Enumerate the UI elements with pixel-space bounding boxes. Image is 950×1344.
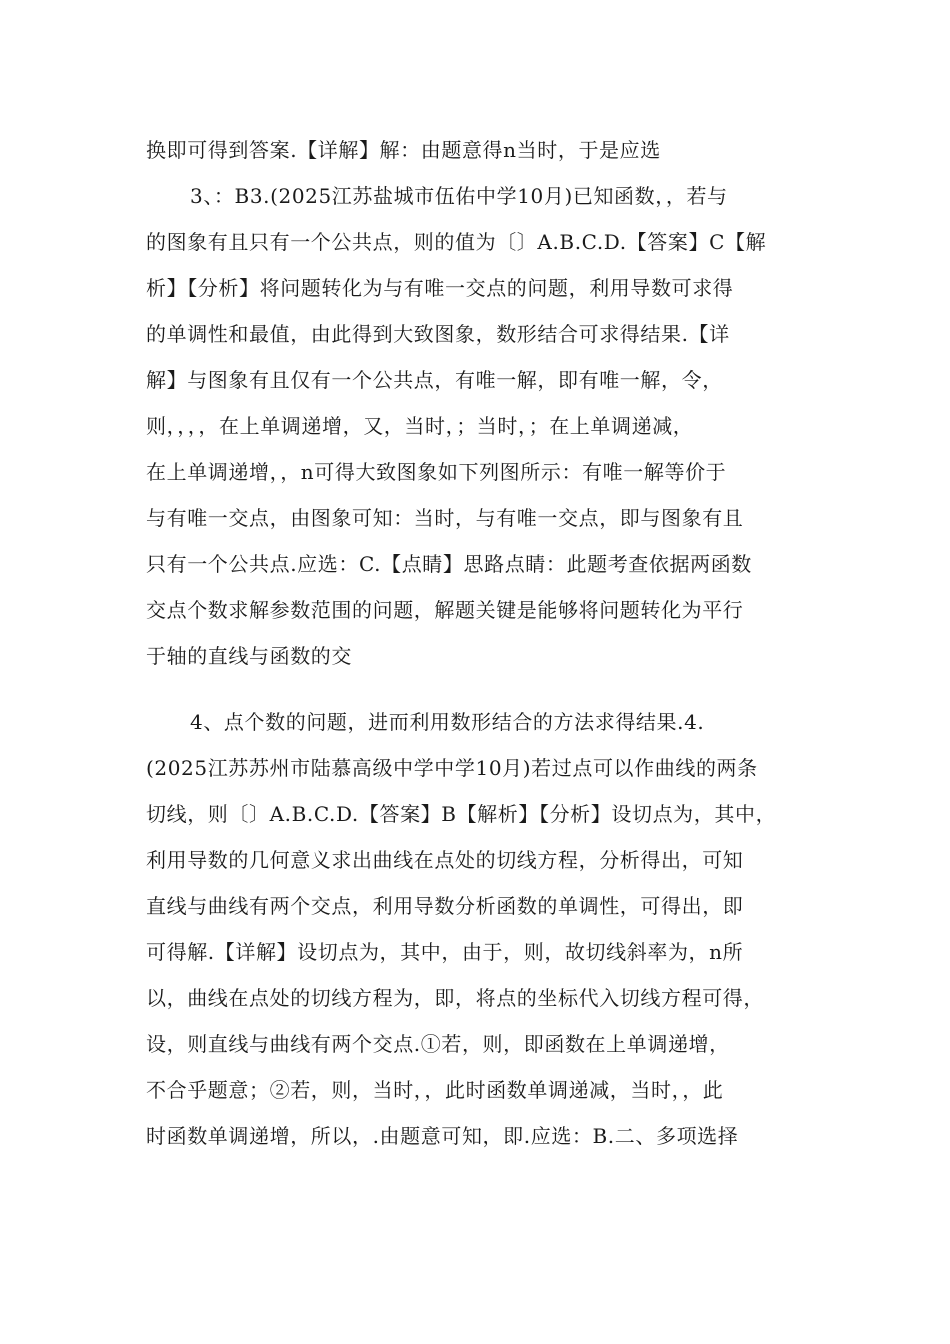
text-line: 直线与曲线有两个交点，利用导数分析函数的单调性，可得出，即 bbox=[146, 894, 744, 918]
text-line: 在上单调递增，，n可得大致图象如下列图所示：有唯一解等价于 bbox=[146, 460, 727, 484]
text-line: 时函数单调递增，所以，.由题意可知，即.应选：B.二、多项选择 bbox=[146, 1124, 739, 1148]
text-line: 切线，则〔〕A.B.C.D.【答案】B【解析】【分析】设切点为，其中， bbox=[146, 802, 777, 826]
text-line: 可得解.【详解】设切点为，其中，由于，则，故切线斜率为，n所 bbox=[146, 940, 744, 964]
text-line: 与有唯一交点，由图象可知：当时，与有唯一交点，即与图象有且 bbox=[146, 506, 744, 530]
paragraph-3 bbox=[146, 699, 810, 1159]
text-line: 则，，，，在上单调递增，又，当时，；当时，；在上单调递减， bbox=[146, 414, 694, 438]
text-line: 于轴的直线与函数的交 bbox=[146, 644, 352, 668]
text-line: 以，曲线在点处的切线方程为，即，将点的坐标代入切线方程可得， bbox=[146, 986, 764, 1010]
paragraph-1 bbox=[146, 127, 810, 173]
document-body bbox=[146, 127, 810, 1159]
text-line: 换即可得到答案.【详解】解：由题意得n当时，于是应选 bbox=[146, 138, 661, 162]
text-line: 的单调性和最值，由此得到大致图象，数形结合可求得结果.【详 bbox=[146, 322, 730, 346]
text-line: 4、点个数的问题，进而利用数形结合的方法求得结果.4. bbox=[190, 710, 705, 734]
text-line: 3、：B3.(2025江苏盐城市伍佑中学10月)已知函数，，若与 bbox=[190, 184, 728, 208]
text-line: 设，则直线与曲线有两个交点.①若，则，即函数在上单调递增， bbox=[146, 1032, 730, 1056]
text-line: 不合乎题意；②若，则，当时，，此时函数单调递减，当时，，此 bbox=[146, 1078, 724, 1102]
text-line: 的图象有且只有一个公共点，则的值为〔〕A.B.C.D.【答案】C【解 bbox=[146, 230, 767, 254]
text-line: 交点个数求解参数范围的问题，解题关键是能够将问题转化为平行 bbox=[146, 598, 744, 622]
text-line: 解】与图象有且仅有一个公共点，有唯一解，即有唯一解，令， bbox=[146, 368, 723, 392]
text-line: 利用导数的几何意义求出曲线在点处的切线方程，分析得出，可知 bbox=[146, 848, 744, 872]
paragraph-2 bbox=[146, 173, 810, 679]
text-line: (2025江苏苏州市陆慕高级中学中学10月)若过点可以作曲线的两条 bbox=[146, 756, 758, 780]
text-line: 只有一个公共点.应选：C.【点睛】思路点睛：此题考查依据两函数 bbox=[146, 552, 752, 576]
text-line: 析】【分析】将问题转化为与有唯一交点的问题，利用导数可求得 bbox=[146, 276, 734, 300]
